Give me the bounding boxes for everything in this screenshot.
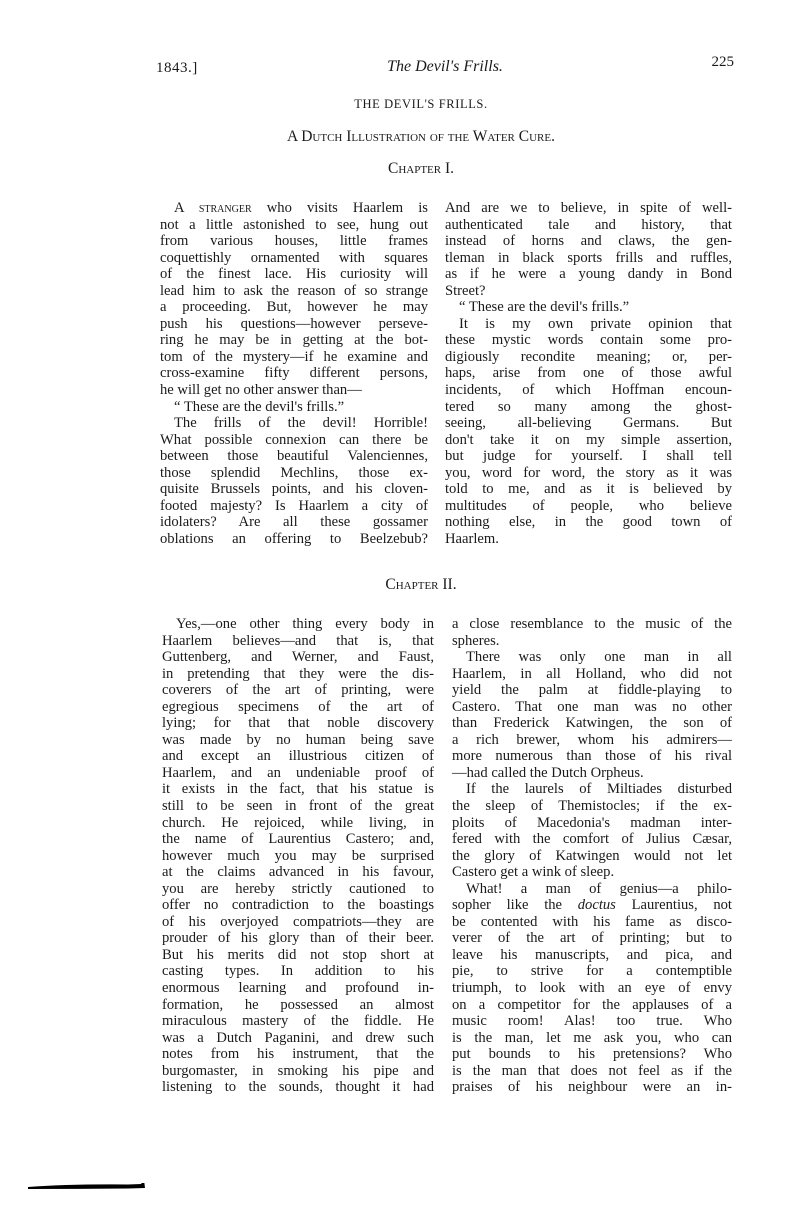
running-head-title: The Devil's Frills.: [387, 58, 503, 75]
text-line: haps, arise from one of those awful: [445, 365, 732, 382]
text-line: at the claims advanced in his favour,: [162, 864, 434, 881]
text-line: coquettishly ornamented with squares: [160, 249, 428, 266]
text-line: formation, he possessed an almost: [162, 996, 434, 1013]
text-line: he will get no other answer than—: [160, 382, 362, 399]
text-line: The frills of the devil! Horrible!: [174, 415, 428, 432]
text-line: however much you may be surprised: [162, 847, 434, 864]
text-line: be contented with his fame as disco-: [452, 913, 732, 930]
text-line: “ These are the devil's frills.”: [459, 299, 630, 316]
text-line: Haarlem, and an undeniable proof of: [162, 764, 434, 781]
text-line: was a Dutch Paganini, and drew such: [162, 1029, 434, 1046]
text-line: ring he may be in getting at the bot-: [160, 332, 428, 349]
text-line: Yes,—one other thing every body in: [176, 616, 434, 632]
text-line: you are hereby strictly cautioned to: [162, 880, 434, 897]
text-line: tered so many among the ghost-: [445, 398, 732, 415]
running-head-year: 1843.]: [156, 60, 198, 76]
text-line: these mystic words contain some pro-: [445, 332, 732, 349]
text-line: cross-examine fifty different persons,: [160, 365, 428, 382]
text-line: miraculous mastery of the fiddle. He: [162, 1013, 434, 1030]
text-line: oblations an offering to Beelzebub?: [160, 530, 428, 547]
chapter-1-left-column: [160, 200, 428, 547]
text-line: —had called the Dutch Orpheus.: [452, 764, 644, 781]
chapter-1-heading: Chapter I.: [387, 160, 455, 177]
text-line: incidents, of which Hoffman encoun-: [445, 382, 732, 399]
text-line: the sleep of Themistocles; if the ex-: [452, 798, 732, 815]
text-line: And are we to believe, in spite of well-: [445, 200, 732, 216]
text-line: notes from his instrument, that the: [162, 1046, 434, 1063]
text-line: nothing else, in the good town of: [445, 514, 732, 531]
text-line: Haarlem.: [445, 530, 499, 547]
page-number: 225: [711, 54, 734, 70]
text-line: between those beautiful Valenciennes,: [160, 448, 428, 465]
ink-smudge-mark: [28, 1183, 146, 1189]
text-line: but judge for yourself. I shall tell: [445, 448, 732, 465]
text-line: verer of the art of printing; but to: [452, 930, 732, 947]
text-line: told to me, and as it is believed by: [445, 481, 732, 498]
italic-word: doctus: [577, 897, 616, 914]
text-line: lead him to ask the reason of so strange: [160, 282, 428, 299]
text-line: in pretending that they were the dis-: [162, 665, 434, 682]
chapter-1-right-column: [445, 200, 732, 547]
text-line: quisite Brussels points, and his cloven-: [160, 481, 428, 498]
text-line: a close resemblance to the music of the: [452, 616, 732, 632]
text-line: a rich brewer, whom his admirers—: [452, 731, 732, 748]
text-line: There was only one man in all: [466, 649, 732, 666]
text-line: tom of the mystery—if he examine and: [160, 348, 428, 365]
text-line: burgomaster, in smoking his pipe and: [162, 1062, 434, 1079]
chapter-2-left-column: [162, 616, 434, 1096]
text-line: those splendid Mechlins, those ex-: [160, 464, 428, 481]
text-line: a proceeding. But, however he may: [160, 299, 428, 316]
text-line: digiously recondite meaning; or, per-: [445, 348, 732, 365]
text-line: “ These are the devil's frills.”: [174, 398, 345, 415]
text-line: fered with the comfort of Julius Cæsar,: [452, 831, 732, 848]
text-line: push his questions—however perseve-: [160, 315, 428, 332]
text-line: put bounds to his pretensions? Who: [452, 1046, 732, 1063]
text-line: triumph, to look with an eye of envy: [452, 980, 732, 997]
text-line: tleman in black sports frills and ruffles,: [445, 249, 732, 266]
text-line: not a little astonished to see, hung out: [160, 216, 428, 233]
text-line: of the finest lace. His curiosity will: [160, 266, 428, 283]
text-line: A stranger who visits Haarlem is: [174, 200, 428, 216]
text-line: enormous learning and profound in-: [162, 980, 434, 997]
text-line: from various houses, little frames: [160, 233, 428, 250]
text-line: Castero get a wink of sleep.: [452, 864, 615, 881]
text-line: yield the palm at fiddle-playing to: [452, 682, 732, 699]
text-line: church. He rejoiced, while living, in: [162, 814, 434, 831]
text-line: is the man that does not feel as if the: [452, 1062, 732, 1079]
text-line: What! a man of genius—a philo-: [466, 880, 732, 897]
text-line: music room! Alas! too true. Who: [452, 1013, 732, 1030]
text-line: as if he were a young dandy in Bond: [445, 266, 732, 283]
text-line: ploits of Macedonia's madman inter-: [452, 814, 732, 831]
text-line: prouder of his glory than of their beer.: [162, 930, 434, 947]
text-line: offer no contradiction to the boastings: [162, 897, 434, 914]
chapter-2-heading: Chapter II.: [385, 576, 457, 593]
text-line: multitudes of people, who believe: [445, 497, 732, 514]
text-line: of his overjoyed compatriots—they are: [162, 913, 434, 930]
text-line: than Frederick Katwingen, the son of: [452, 715, 732, 732]
text-line: egregious specimens of the art of: [162, 698, 434, 715]
text-line: the glory of Katwingen would not let: [452, 847, 732, 864]
text-line: idolaters? Are all these gossamer: [160, 514, 428, 531]
text-line: spheres.: [452, 632, 500, 649]
text-line: coverers of the art of printing, were: [162, 682, 434, 699]
text-line: leave his manuscripts, and pica, and: [452, 946, 732, 963]
text-line: Guttenberg, and Werner, and Faust,: [162, 649, 434, 666]
text-line: Haarlem, in all Holland, who did not: [452, 665, 732, 682]
text-line: casting types. In addition to his: [162, 963, 434, 980]
small-caps-word: stranger: [198, 200, 252, 216]
text-line: you, word for word, the story as it was: [445, 464, 732, 481]
running-head: [150, 54, 740, 80]
text-line: pie, to strive for a contemptible: [452, 963, 732, 980]
text-line: still to be seen in front of the great: [162, 798, 434, 815]
text-line: Street?: [445, 282, 486, 299]
text-line: If the laurels of Miltiades disturbed: [466, 781, 732, 798]
text-line: lying; for that that noble discovery: [162, 715, 434, 732]
text-line: Castero. That one man was no other: [452, 698, 732, 715]
article-subtitle: A Dutch Illustration of the Water Cure.: [287, 128, 555, 145]
text-line: It is my own private opinion that: [459, 315, 732, 332]
text-line: footed majesty? Is Haarlem a city of: [160, 497, 428, 514]
text-line: authenticated tale and history, that: [445, 216, 732, 233]
text-line: listening to the sounds, thought it had: [162, 1079, 434, 1096]
text-line: the name of Laurentius Castero; and,: [162, 831, 434, 848]
text-line: praises of his neighbour were an in-: [452, 1079, 732, 1096]
text-line: Haarlem believes—and that is, that: [162, 632, 434, 649]
chapter-2-right-column: [452, 616, 732, 1096]
article-title: THE DEVIL'S FRILLS.: [354, 97, 488, 111]
text-line: But his merits did not stop short at: [162, 946, 434, 963]
text-line: seeing, all-believing Germans. But: [445, 415, 732, 432]
text-line: was made by no human being save: [162, 731, 434, 748]
text-line: What possible connexion can there be: [160, 431, 428, 448]
text-line: don't take it on my simple assertion,: [445, 431, 732, 448]
text-line: and except an illustrious citizen of: [162, 748, 434, 765]
text-line: sopher like the doctus Laurentius, not: [452, 897, 732, 914]
text-line: more numerous than those of his rival: [452, 748, 732, 765]
text-line: on a competitor for the applauses of a: [452, 996, 732, 1013]
text-line: instead of horns and claws, the gen-: [445, 233, 732, 250]
text-line: is the man, let me ask you, who can: [452, 1029, 732, 1046]
text-line: it exists in the fact, that his statue is: [162, 781, 434, 798]
